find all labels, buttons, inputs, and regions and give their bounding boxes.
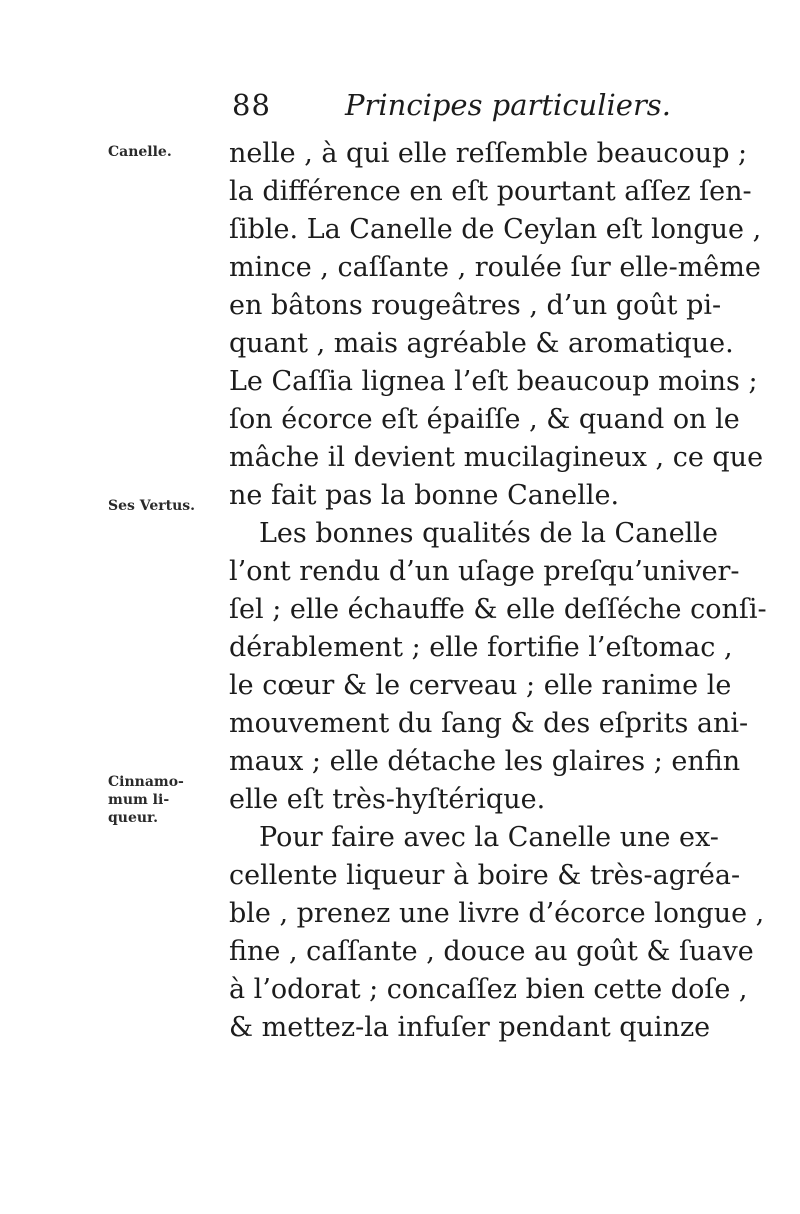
margin-note-canelle: Canelle. [108,144,172,160]
page-header [0,88,800,132]
text-line: dérablement ; elle fortifie l’eſtomac , [229,632,733,663]
running-title: Principes particuliers. [345,88,671,122]
text-line: en bâtons rougeâtres , d’un goût pi- [229,290,722,321]
text-line: quant , mais agréable & aromatique. [229,328,734,359]
text-line: maux ; elle détache les glaires ; enfin [229,746,741,777]
text-line: mince , caſſante , roulée ſur elle-même [229,252,761,283]
text-line: mouvement du ſang & des eſprits ani- [229,708,749,739]
text-line: fine , caſſante , douce au goût & ſuave [229,936,754,967]
margin-note-cinnamomum-2: mum li- [108,792,170,808]
margin-note-cinnamomum-1: Cinnamo- [108,774,184,790]
text-line: nelle , à qui elle reſſemble beaucoup ; [229,138,748,169]
text-line: Pour faire avec la Canelle une ex- [259,822,719,853]
text-line: cellente liqueur à boire & très-agréa- [229,860,741,891]
text-line: elle eſt très-hyſtérique. [229,784,546,815]
text-line: ne fait pas la bonne Canelle. [229,480,620,511]
text-line: ble , prenez une livre d’écorce longue , [229,898,765,929]
text-line: Les bonnes qualités de la Canelle [259,518,718,549]
text-line: ſon écorce eſt épaiſſe , & quand on le [229,404,740,435]
text-line: à l’odorat ; concaſſez bien cette doſe , [229,974,748,1005]
page-number: 88 [232,88,271,122]
text-line: mâche il devient mucilagineux , ce que [229,442,764,473]
margin-note-vertus: Ses Vertus. [108,498,196,514]
text-line: ſible. La Canelle de Ceylan eſt longue , [229,214,762,245]
text-line: & mettez-la infuſer pendant quinze [229,1012,711,1043]
text-line: la différence en eſt pourtant aſſez ſen- [229,176,752,207]
text-line: le cœur & le cerveau ; elle ranime le [229,670,732,701]
text-line: l’ont rendu d’un uſage preſqu’univer- [229,556,740,587]
text-line: Le Caſſia lignea l’eſt beaucoup moins ; [229,366,758,397]
text-line: ſel ; elle échauffe & elle deſſéche conſi- [229,594,767,625]
margin-note-cinnamomum-3: queur. [108,810,159,826]
